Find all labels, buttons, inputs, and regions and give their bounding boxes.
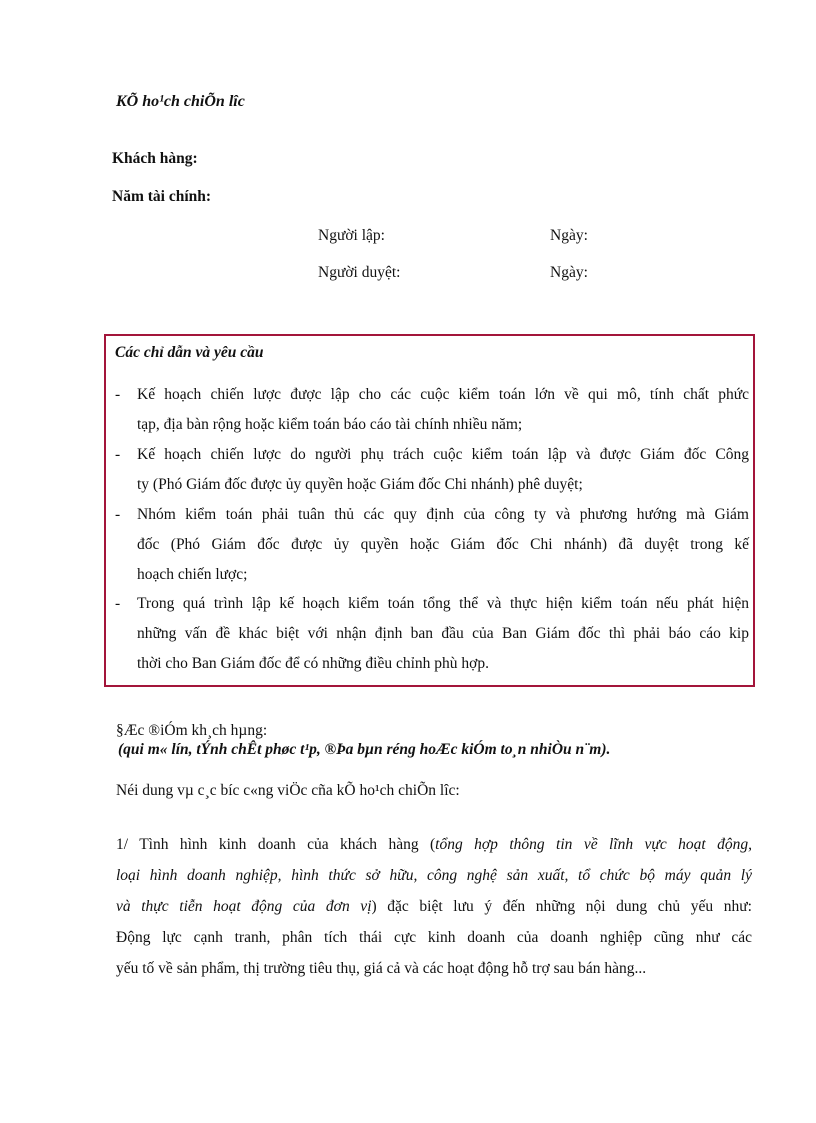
instruction-line: Nhóm kiểm toán phải tuân thủ các quy định của công ty và phương hướng mà Giám (137, 506, 749, 523)
instruction-line: ty (Phó Giám đốc được ủy quyền hoặc Giám đốc Chi nhánh) phê duyệt; (137, 476, 583, 493)
reviewer-date-label: Ngày: (550, 264, 588, 281)
section-heading: §Æc ®iÓm kh¸ch hµng: (116, 722, 268, 739)
instruction-line: thời cho Ban Giám đốc để có những điều chỉnh phù hợp. (137, 655, 489, 672)
instruction-line: Kế hoạch chiến lược được lập cho các cuộc kiểm toán lớn về qui mô, tính chất phức (137, 386, 749, 403)
paragraph-text: 1/ Tình hình kinh doanh của khách hàng ( (116, 836, 436, 853)
bullet-dash: - (115, 506, 121, 523)
bullet-dash: - (115, 595, 121, 612)
instruction-line: tạp, địa bàn rộng hoặc kiểm toán báo cáo tài chính nhiều năm; (137, 416, 523, 433)
content-intro: Néi dung vµ c¸c bíc c«ng viÖc cña kÕ ho¹ch chiÕn lîc: (116, 782, 460, 799)
paragraph-line: Động lực cạnh tranh, phân tích thái cực kinh doanh của doanh nghiệp cũng như các (116, 929, 752, 946)
bullet-dash: - (115, 446, 121, 463)
instruction-item (115, 500, 749, 590)
paragraph-italic-text: và thực tiễn hoạt động của đơn vị (116, 898, 372, 915)
paragraph-line: loại hình doanh nghiệp, hình thức sở hữu, công nghệ sản xuất, tổ chức bộ máy quản lý (116, 867, 752, 884)
instructions-title: Các chỉ dẫn và yêu cầu (115, 344, 264, 361)
business-paragraph (116, 829, 752, 984)
paragraph-line: yếu tố về sản phẩm, thị trường tiêu thụ, giá cả và các hoạt động hỗ trợ sau bán hàng... (116, 960, 647, 977)
instruction-item (115, 589, 749, 679)
instruction-line: đốc (Phó Giám đốc được ủy quyền hoặc Giám đốc Chi nhánh) đã duyệt trong kế (137, 536, 749, 553)
instructions-box (104, 334, 755, 687)
preparer-date-label: Ngày: (550, 227, 588, 244)
paragraph-text: ) đặc biệt lưu ý đến những nội dung chủ yếu như: (371, 898, 752, 915)
reviewer-label: Người duyệt: (318, 264, 401, 281)
bullet-dash: - (115, 386, 121, 403)
instruction-line: hoạch chiến lược; (137, 566, 248, 583)
document-title: KÕ ho¹ch chiÕn lîc (116, 93, 245, 110)
instruction-line: Trong quá trình lập kế hoạch kiểm toán tổng thể và thực hiện kiểm toán nếu phát hiện (137, 595, 749, 612)
client-label: Khách hàng: (112, 150, 198, 167)
preparer-label: Người lập: (318, 227, 385, 244)
instruction-line: những vấn đề khác biệt với nhận định ban đầu của Ban Giám đốc thì phải báo cáo kip (137, 625, 749, 642)
paragraph-line (116, 829, 752, 860)
paragraph-italic-text: tổng hợp thông tin về lĩnh vực hoạt động, (435, 836, 752, 853)
instruction-item (115, 440, 749, 500)
instruction-line: Kế hoạch chiến lược do người phụ trách cuộc kiểm toán lập và được Giám đốc Công (137, 446, 749, 463)
instruction-item (115, 380, 749, 440)
section-subheading: (qui m« lín, tÝnh chÊt phøc t¹p, ®Þa bµn réng hoÆc kiÓm to¸n nhiÒu n¨m). (118, 741, 611, 758)
fiscal-year-label: Năm tài chính: (112, 188, 212, 205)
paragraph-line (116, 891, 752, 922)
